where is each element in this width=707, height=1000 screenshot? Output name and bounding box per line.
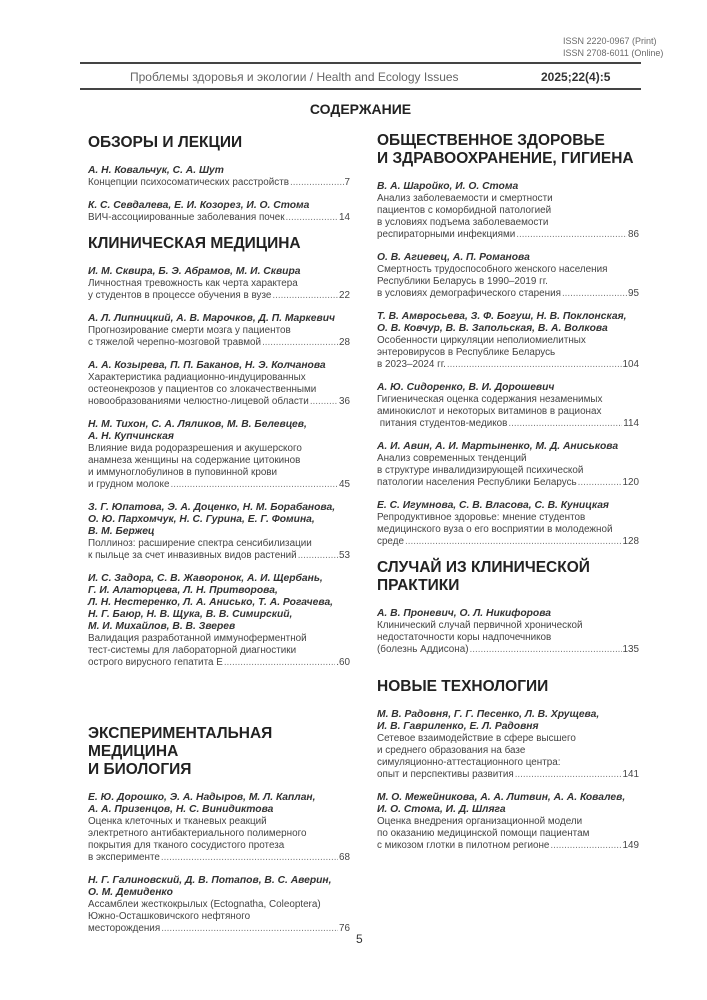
entry-title-line: Южно-Осташковичского нефтяного [88, 911, 251, 922]
entry-title-line: Валидация разработанной иммуноферментной [88, 633, 307, 644]
entry-title-line: в условиях демографического старения [377, 288, 561, 299]
entry-title-line: опыт и перспективы развития [377, 769, 514, 780]
entry-title-last-line [88, 657, 350, 669]
author-line: А. И. Авин, А. И. Мартыненко, М. Д. Аниськова [377, 441, 619, 452]
author-line: О. В. Агиевец, А. П. Романова [377, 252, 530, 263]
entry-title-line: в условиях подъема заболеваемости [377, 217, 549, 228]
section-heading-line: НОВЫЕ ТЕХНОЛОГИИ [377, 678, 549, 695]
toc-section [88, 725, 350, 935]
section-heading [88, 235, 350, 253]
entry-page-number[interactable]: 149 [622, 840, 639, 851]
dot-leader [515, 769, 622, 781]
author-line: А. В. Проневич, О. Л. Никифорова [377, 608, 552, 619]
dot-leader [224, 657, 335, 669]
toc-column-left [88, 134, 350, 946]
section-heading-line: ЭКСПЕРИМЕНТАЛЬНАЯ МЕДИЦИНА [88, 725, 273, 760]
entry-authors [88, 419, 350, 443]
entry-title-last-line [377, 477, 639, 489]
entry-title-line: острого вирусного гепатита Е [88, 657, 223, 668]
author-line: И. С. Задора, С. В. Жаворонок, А. И. Щербань, [88, 573, 323, 584]
entry-page-number[interactable]: 114 [623, 418, 639, 429]
toc-entry[interactable] [377, 311, 639, 371]
entry-title-line: у студентов в процессе обучения в вузе [88, 290, 272, 301]
entry-title-last-line [88, 550, 350, 562]
author-line: З. Г. Юпатова, Э. А. Доценко, Н. М. Борабанова, [88, 502, 336, 513]
entry-title-line: Репродуктивное здоровье: мнение студентов [377, 512, 586, 523]
entry-authors [88, 792, 350, 816]
entry-page-number[interactable]: 36 [339, 396, 350, 407]
section-heading-line: КЛИНИЧЕСКАЯ МЕДИЦИНА [88, 235, 301, 252]
entry-title-line: к пыльце за счет инвазивных видов растений [88, 550, 297, 561]
entry-title-line: месторождения [88, 923, 161, 934]
entry-authors [88, 875, 350, 899]
entry-title-last-line [88, 479, 350, 491]
toc-column-right [377, 132, 639, 863]
entry-title-line: покрытия для тканого сосудистого протеза [88, 840, 285, 851]
entry-title-line: (болезнь Аддисона) [377, 644, 469, 655]
author-line: Т. В. Амвросьева, З. Ф. Богуш, Н. В. Поклонская, [377, 311, 627, 322]
section-heading-line: И БИОЛОГИЯ [88, 761, 192, 778]
author-line: О. Ю. Пархомчук, Н. С. Гурина, Е. Г. Фомина, [88, 514, 315, 525]
entry-title-line: тест-системы для лабораторной диагностики [88, 645, 297, 656]
issn-print: ISSN 2220-0967 (Print) [563, 36, 657, 46]
dot-leader [508, 418, 622, 430]
author-line: А. Н. Ковальчук, С. А. Шут [88, 165, 224, 176]
entry-authors [377, 382, 639, 394]
toc-entry[interactable] [88, 502, 350, 562]
entry-title-line: Республики Беларусь в 1990–2019 гг. [377, 276, 548, 287]
entry-title-line: энтеровирусов в Республике Беларусь [377, 347, 556, 358]
entry-title-line: Гигиеническая оценка содержания незаменимых [377, 394, 603, 405]
entry-title-line: с тяжелой черепно-мозговой травмой [88, 337, 262, 348]
entry-page-number[interactable]: 120 [622, 477, 639, 488]
toc-entry[interactable] [377, 252, 639, 300]
author-line: А. А. Призенцов, Н. С. Винидиктова [88, 804, 274, 815]
entry-title-last-line [88, 290, 350, 302]
entry-authors [377, 181, 639, 193]
dot-leader [447, 359, 622, 371]
entry-page-number[interactable]: 68 [339, 852, 350, 863]
section-heading-line: СЛУЧАЙ ИЗ КЛИНИЧЕСКОЙ ПРАКТИКИ [377, 559, 590, 594]
page-title: СОДЕРЖАНИЕ [309, 101, 412, 117]
entry-title-line: с микозом глотки в пилотном регионе [377, 840, 550, 851]
entry-title-line: Анализ заболеваемости и смертности [377, 193, 553, 204]
entry-page-number[interactable]: 128 [622, 536, 639, 547]
author-line: М. В. Радовня, Г. Г. Песенко, Л. В. Хрущева, [377, 709, 600, 720]
entry-page-number[interactable]: 76 [339, 923, 350, 934]
entry-page-number[interactable]: 45 [339, 479, 350, 490]
entry-title-line: питания студентов-медиков [377, 418, 508, 429]
toc-entry[interactable] [88, 875, 350, 935]
entry-title-line: патологии населения Республики Беларусь [377, 477, 577, 488]
entry-title-last-line [377, 288, 639, 300]
entry-title-line: и грудном молоке [88, 479, 170, 490]
entry-page-number[interactable]: 86 [628, 229, 639, 240]
dot-leader [578, 477, 622, 489]
author-line: О. М. Демиденко [88, 887, 173, 898]
author-line: М. И. Михайлов, В. В. Зверев [88, 621, 236, 632]
section-heading-line: И ЗДРАВООХРАНЕНИЕ, ГИГИЕНА [377, 150, 634, 167]
entry-title-last-line [377, 644, 639, 656]
entry-title-line: по оказанию медицинской помощи пациентам [377, 828, 590, 839]
section-heading [88, 134, 350, 152]
entry-title-line: Влияние вида родоразрешения и акушерского [88, 443, 302, 454]
section-heading [377, 678, 639, 696]
entry-title-line: Ассамблеи жесткокрылых (Ectognatha, Coleoptera) [88, 899, 321, 910]
dot-leader [262, 337, 338, 349]
entry-page-number[interactable]: 135 [622, 644, 639, 655]
header-rule-bottom [80, 88, 641, 90]
entry-title-line: анамнеза женщины на содержание цитокинов [88, 455, 301, 466]
entry-title-last-line [88, 923, 350, 935]
toc-entry[interactable] [88, 792, 350, 864]
entry-authors [377, 608, 639, 620]
journal-title: Проблемы здоровья и экологии / Health and Ecology Issues [130, 70, 459, 84]
entry-title-line: аминокислот и некоторых витаминов в рационах [377, 406, 602, 417]
entry-title-line: медицинского вуза о его восприятии в молодежной [377, 524, 613, 535]
entry-title-last-line [377, 840, 639, 852]
entry-title-line: Особенности циркуляции неполиомиелитных [377, 335, 586, 346]
toc-section [377, 132, 639, 548]
toc-section [377, 559, 639, 656]
entry-title-line: среде [377, 536, 404, 547]
entry-title-last-line [88, 852, 350, 864]
dot-leader [272, 290, 338, 302]
entry-title-line: в 2023–2024 гг. [377, 359, 446, 370]
toc-entry[interactable] [377, 181, 639, 241]
toc-section [88, 235, 350, 669]
toc-entry[interactable] [88, 266, 350, 302]
toc-entry[interactable] [377, 441, 639, 489]
author-line: И. О. Стома, И. Д. Шляга [377, 804, 506, 815]
entry-authors [88, 360, 350, 372]
author-line: А. Л. Липницкий, А. В. Марочков, Д. П. Маркевич [88, 313, 336, 324]
issn-online: ISSN 2708-6011 (Online) [563, 48, 664, 58]
author-line: А. А. Козырева, П. П. Баканов, Н. Э. Колчанова [88, 360, 326, 371]
entry-title-line: в эксперименте [88, 852, 160, 863]
toc-entry[interactable] [88, 313, 350, 349]
dot-leader [550, 840, 621, 852]
entry-title-line: недостаточности коры надпочечников [377, 632, 552, 643]
dot-leader [310, 396, 338, 408]
section-heading [377, 132, 639, 168]
author-line: О. В. Ковчур, В. В. Запольская, В. А. Волкова [377, 323, 608, 334]
author-line: М. О. Межейникова, А. А. Литвин, А. А. Ковалев, [377, 792, 626, 803]
entry-page-number[interactable]: .60 [336, 657, 350, 668]
entry-authors [88, 266, 350, 278]
toc-entry[interactable] [88, 200, 350, 224]
entry-title-line: Оценка внедрения организационной модели [377, 816, 583, 827]
entry-title-line: Клинический случай первичной хронической [377, 620, 583, 631]
entry-title-last-line [88, 212, 350, 224]
entry-title-line: Личностная тревожность как черта характера [88, 278, 298, 289]
dot-leader [516, 229, 627, 241]
entry-title-line: Сетевое взаимодействие в сфере высшего [377, 733, 576, 744]
entry-authors [88, 573, 350, 633]
author-line: К. С. Севдалева, Е. И. Козорез, И. О. Стома [88, 200, 310, 211]
section-heading [88, 725, 350, 779]
entry-page-number[interactable]: 14 [339, 212, 350, 223]
author-line: А. Н. Купчинская [88, 431, 174, 442]
entry-page-number[interactable]: 7 [344, 177, 350, 188]
header-rule-top [80, 62, 641, 64]
entry-authors [377, 311, 639, 335]
entry-title-last-line [377, 359, 639, 371]
author-line: И. В. Гавриленко, Е. Л. Радовня [377, 721, 539, 732]
author-line: В. А. Шаройко, И. О. Стома [377, 181, 519, 192]
entry-title-line: Смертность трудоспособного женского населения [377, 264, 608, 275]
author-line: Л. Н. Нестеренко, Л. А. Анисько, Т. А. Рогачева, [88, 597, 334, 608]
entry-title-line: Оценка клеточных и тканевых реакций [88, 816, 267, 827]
entry-title-line: и иммуноглобулинов в пуповинной крови [88, 467, 278, 478]
dot-leader [286, 212, 338, 224]
entry-title-line: Характеристика радиационно-индуцированных [88, 372, 306, 383]
author-line: Н. М. Тихон, С. А. Ляликов, М. В. Белевцев, [88, 419, 307, 430]
entry-page-number[interactable]: 141 [622, 769, 639, 780]
toc-section [377, 678, 639, 852]
toc-section [88, 134, 350, 224]
entry-title-line: новообразованиями челюстно-лицевой области [88, 396, 309, 407]
author-line: Е. С. Игумнова, С. В. Власова, С. В. Куницкая [377, 500, 609, 511]
dot-leader [470, 644, 622, 656]
toc-entry[interactable] [88, 419, 350, 491]
author-line: Н. Г. Галиновский, Д. В. Потапов, В. С. Аверин, [88, 875, 332, 886]
entry-title-last-line [377, 418, 639, 430]
author-line: А. Ю. Сидоренко, В. И. Дорошевич [377, 382, 555, 393]
toc-entry[interactable] [377, 608, 639, 656]
toc-entry[interactable] [88, 165, 350, 189]
toc-entry[interactable] [377, 792, 639, 852]
entry-title-last-line [88, 177, 350, 189]
author-line: В. М. Бержец [88, 526, 155, 537]
entry-title-line: Анализ современных тенденций [377, 453, 527, 464]
issn-block [563, 35, 663, 59]
dot-leader [290, 177, 344, 189]
entry-title-line: Поллиноз: расширение спектра сенсибилизации [88, 538, 312, 549]
dot-leader [161, 923, 338, 935]
entry-authors [377, 252, 639, 264]
entry-page-number[interactable]: 95 [628, 288, 639, 299]
entry-title-line: ВИЧ-ассоциированные заболевания почек [88, 212, 285, 223]
dot-leader [170, 479, 338, 491]
dot-leader [405, 536, 622, 548]
entry-page-number[interactable]: 104 [622, 359, 639, 370]
entry-title-line: в структуре инвалидизирующей психической [377, 465, 584, 476]
entry-title-last-line [88, 396, 350, 408]
entry-title-line: симуляционно-аттестационного центра: [377, 757, 561, 768]
section-heading [377, 559, 639, 595]
entry-page-number[interactable]: 53 [339, 550, 350, 561]
page-number: 5 [356, 932, 363, 946]
entry-title-line: Концепции психосоматических расстройств [88, 177, 289, 188]
entry-title-last-line [88, 337, 350, 349]
entry-title-line: электретного антибактериального полимерного [88, 828, 307, 839]
entry-page-number[interactable]: 22 [339, 290, 350, 301]
toc-entry[interactable] [377, 500, 639, 548]
entry-title-last-line [377, 229, 639, 241]
section-heading-line: ОБЩЕСТВЕННОЕ ЗДОРОВЬЕ [377, 132, 605, 149]
entry-title-last-line [377, 536, 639, 548]
author-line: Н. Г. Баюр, Н. В. Щука, В. В. Симирский, [88, 609, 293, 620]
toc-entry[interactable] [88, 360, 350, 408]
entry-authors [377, 441, 639, 453]
section-heading-line: ОБЗОРЫ И ЛЕКЦИИ [88, 134, 243, 151]
author-line: Е. Ю. Дорошко, Э. А. Надыров, М. Л. Каплан, [88, 792, 316, 803]
entry-title-line: Прогнозирование смерти мозга у пациентов [88, 325, 291, 336]
dot-leader [562, 288, 627, 300]
entry-authors [88, 313, 350, 325]
entry-page-number[interactable]: 28 [339, 337, 350, 348]
entry-authors [377, 500, 639, 512]
entry-authors [377, 792, 639, 816]
entry-authors [88, 165, 350, 177]
toc-entry[interactable] [377, 709, 639, 781]
toc-entry[interactable] [88, 573, 350, 669]
issue-citation: 2025;22(4):5 [541, 70, 611, 84]
entry-title-line: и среднего образования на базе [377, 745, 526, 756]
toc-entry[interactable] [377, 382, 639, 430]
entry-authors [88, 502, 350, 538]
entry-authors [377, 709, 639, 733]
dot-leader [298, 550, 338, 562]
entry-authors [88, 200, 350, 212]
author-line: И. М. Сквира, Б. Э. Абрамов, М. И. Сквира [88, 266, 301, 277]
author-line: Г. И. Алаторцева, Л. Н. Притворова, [88, 585, 278, 596]
entry-title-last-line [377, 769, 639, 781]
entry-title-line: остеонекрозов у пациентов со злокачественными [88, 384, 317, 395]
entry-title-line: пациентов с коморбидной патологией [377, 205, 552, 216]
entry-title-line: респираторными инфекциями [377, 229, 516, 240]
dot-leader [161, 852, 338, 864]
